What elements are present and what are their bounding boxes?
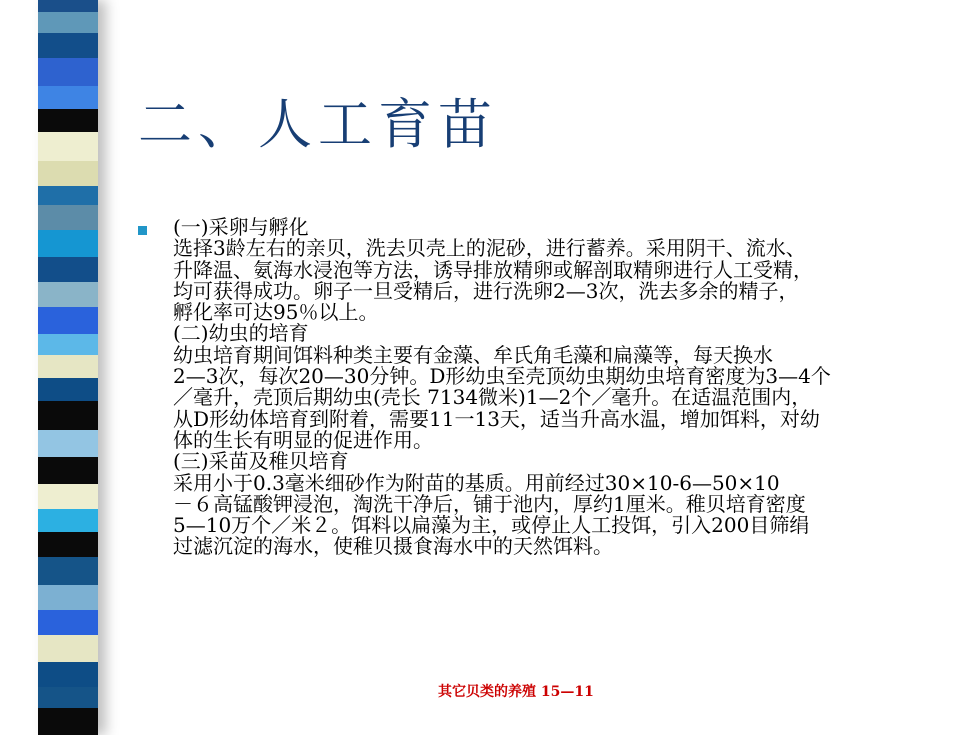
stripe-segment (38, 0, 98, 12)
body-line: ／毫升，壳顶后期幼虫(壳长 7134微米)1—2个／毫升。在适温范围内， (173, 385, 812, 410)
stripe-segment (38, 58, 98, 87)
stripe-segment (38, 610, 98, 635)
body-line: 幼虫培育期间饵料种类主要有金藻、牟氏角毛藻和扁藻等，每天换水 (173, 342, 773, 367)
body-line: 体的生长有明显的促进作用。 (173, 427, 433, 452)
slide-title: 二、人工育苗 (138, 93, 498, 156)
stripe-segment (38, 708, 98, 735)
stripe-segment (38, 509, 98, 532)
body-line: (二)幼虫的培育 (173, 321, 309, 346)
decorative-stripe-bar (38, 0, 98, 735)
slide-body-text (173, 217, 958, 558)
stripe-segment (38, 401, 98, 430)
stripe-segment (38, 355, 98, 378)
stripe-segment (38, 687, 98, 708)
stripe-segment (38, 257, 98, 282)
stripe-segment (38, 86, 98, 109)
stripe-segment (38, 334, 98, 355)
stripe-segment (38, 161, 98, 186)
stripe-segment (38, 585, 98, 610)
stripe-segment (38, 457, 98, 484)
stripe-segment (38, 132, 98, 161)
body-line: 选择3龄左右的亲贝，洗去贝壳上的泥砂，进行蓄养。采用阴干、流水、 (173, 236, 806, 261)
bullet-square-icon (138, 226, 147, 235)
body-line: 2—3次，每次20—30分钟。D形幼虫至壳顶幼虫期幼虫培育密度为3—4个 (173, 364, 831, 389)
stripe-segment (38, 430, 98, 457)
stripe-segment (38, 557, 98, 586)
body-line: 均可获得成功。卵子一旦受精后，进行洗卵2—3次，洗去多余的精子， (173, 278, 799, 303)
stripe-segment (38, 378, 98, 401)
body-line: －６高锰酸钾浸泡，淘洗干净后，铺于池内，厚约1厘米。稚贝培育密度 (173, 491, 806, 516)
stripe-segment (38, 532, 98, 557)
stripe-segment (38, 230, 98, 257)
stripe-segment (38, 33, 98, 58)
body-line: 5—10万个／米２。饵料以扁藻为主，或停止人工投饵，引入200目筛绢 (173, 513, 810, 538)
stripe-segment (38, 484, 98, 509)
body-line: 升降温、氨海水浸泡等方法，诱导排放精卵或解剖取精卵进行人工受精， (173, 257, 813, 282)
stripe-segment (38, 282, 98, 307)
body-line: 采用小于0.3毫米细砂作为附苗的基质。用前经过30×10-6—50×10 (173, 470, 780, 495)
body-line: 孵化率可达95％以上。 (173, 300, 379, 325)
stripe-segment (38, 635, 98, 662)
stripe-segment (38, 205, 98, 230)
body-line: 过滤沉淀的海水，使稚贝摄食海水中的天然饵料。 (173, 534, 613, 559)
stripe-segment (38, 109, 98, 132)
body-line: (一)采卵与孵化 (173, 215, 309, 239)
body-line: 从D形幼体培育到附着，需要11一13天，适当升高水温，增加饵料，对幼 (173, 406, 820, 431)
slide-footer: 其它贝类的养殖 15—11 (438, 684, 594, 700)
stripe-segment (38, 662, 98, 687)
body-line: (三)采苗及稚贝培育 (173, 449, 349, 474)
stripe-segment (38, 12, 98, 33)
stripe-segment (38, 307, 98, 334)
stripe-segment (38, 186, 98, 205)
